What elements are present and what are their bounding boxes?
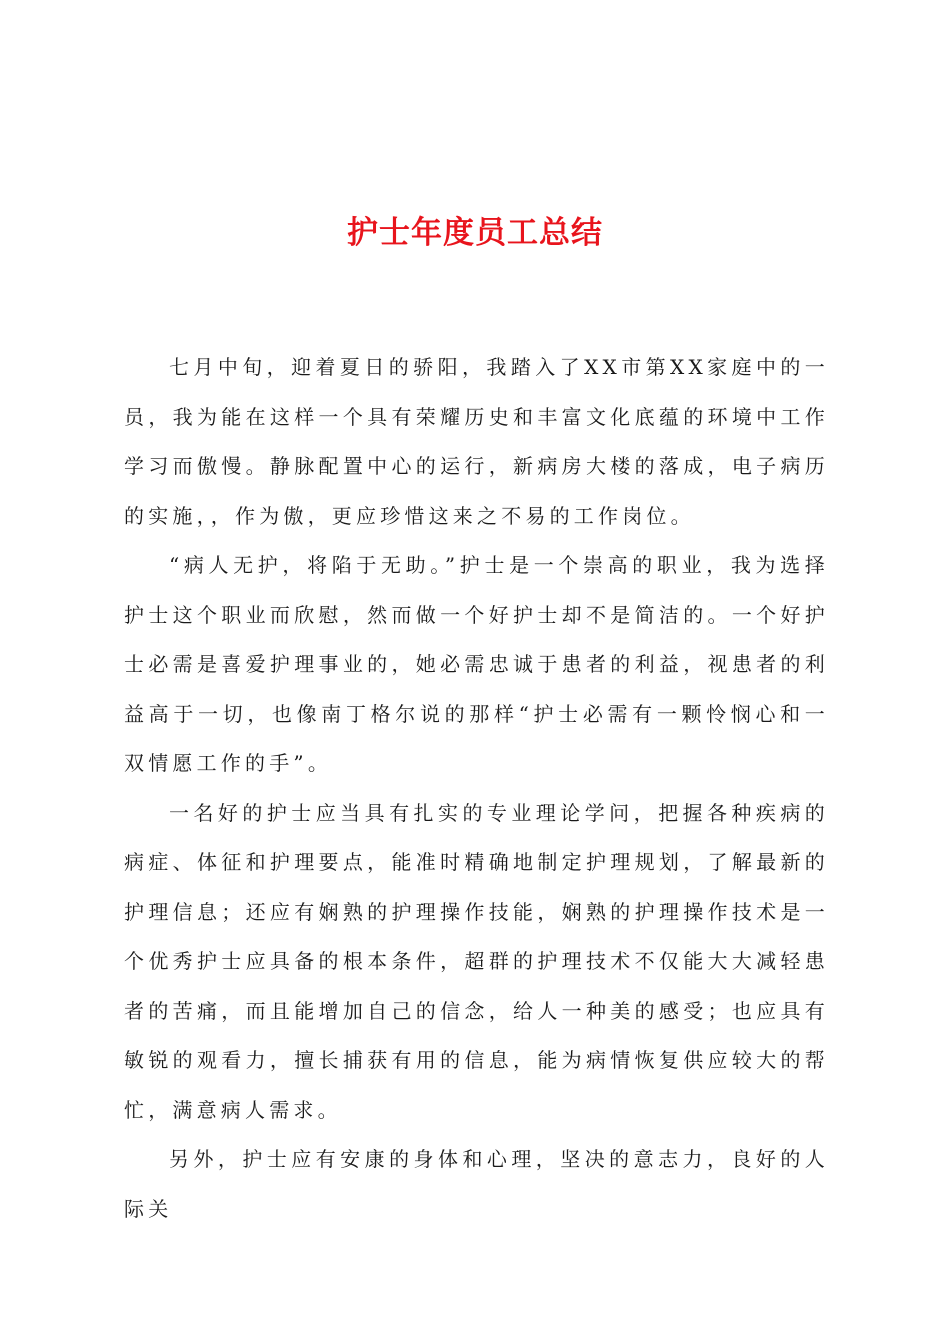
paragraph-3: 一名好的护士应当具有扎实的专业理论学问，把握各种疾病的病症、体征和护理要点，能准时精确地制定护理规划，了解最新的护理信息；还应有娴熟的护理操作技能，娴熟的护理操作技术是一个优秀护士应具备的根本条件，超群的护理技术不仅能大大减轻患者的苦痛，而且能增加自己的信念，给人一种美的感受；也应具有敏锐的观看力，擅长捕获有用的信息，能为病情恢复供应较大的帮忙，满意病人需求。 [124,800,829,1122]
document-title: 护士年度员工总结 [347,215,603,251]
document-body [124,343,829,1234]
paragraph-2: “病人无护，将陷于无助。”护士是一个崇高的职业，我为选择护士这个职业而欣慰，然而做一个好护士却不是简洁的。一个好护士必需是喜爱护理事业的，她必需忠诚于患者的利益，视患者的利益高于一切，也像南丁格尔说的那样“护士必需有一颗怜悯心和一双情愿工作的手”。 [124,553,829,775]
paragraph-1: 七月中旬，迎着夏日的骄阳，我踏入了XX市第XX家庭中的一员，我为能在这样一个具有荣耀历史和丰富文化底蕴的环境中工作学习而傲慢。静脉配置中心的运行，新病房大楼的落成，电子病历的实施，，作为傲，更应珍惜这来之不易的工作岗位。 [124,355,829,528]
paragraph-4: 另外，护士应有安康的身体和心理，坚决的意志力，良好的人际关 [124,1147,829,1221]
